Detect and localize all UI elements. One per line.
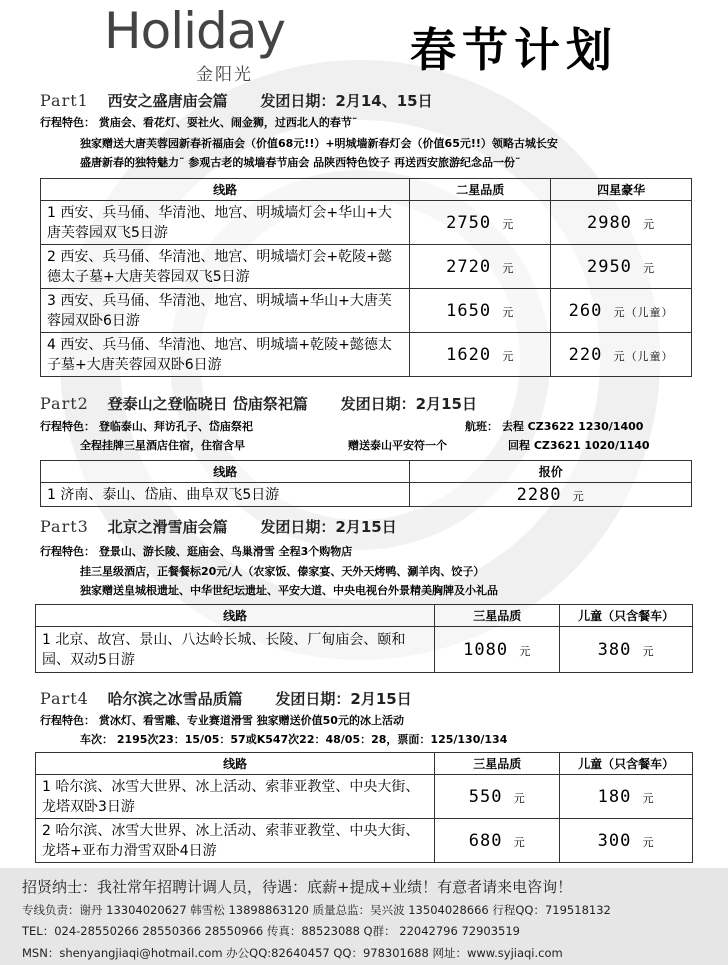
flight-line: 回程 CZ3621 1020/1140 (508, 439, 650, 452)
logo (104, 2, 344, 88)
part4-table (35, 752, 693, 863)
price-cell: 1620 元 (410, 333, 551, 377)
part-label: Part2 (40, 394, 89, 413)
feature-line: 挂三星级酒店，正餐餐标20元/人（农家饭、傣家宴、天外天烤鸭、涮羊肉、饺子） (80, 565, 485, 578)
table-row (41, 483, 692, 507)
part3-table (35, 604, 693, 673)
part3-heading (40, 516, 397, 537)
col-header: 线路 (41, 179, 410, 201)
route-cell: 2 哈尔滨、冰雪大世界、冰上活动、索菲亚教堂、中央大街、龙塔+亚布力滑雪双卧4日游 (36, 819, 435, 863)
price-cell: 220 元（儿童） (551, 333, 692, 377)
price-cell: 2750 元 (410, 201, 551, 245)
table-row (36, 819, 693, 863)
phone-line: TEL：024-28550266 28550366 28550966 传真：88523088 Q群： 22042796 72903519 (22, 924, 520, 938)
footer (0, 868, 728, 965)
col-header: 儿童（只含餐车） (560, 753, 693, 775)
part-title: 登泰山之登临晓日 岱庙祭祀篇 (107, 395, 308, 413)
price-cell: 2950 元 (551, 245, 692, 289)
part1-heading (40, 90, 433, 111)
price-cell: 2280 元 (410, 483, 692, 507)
web-line: MSN：shenyangjiaqi@hotmail.com 办公QQ:82640457 QQ：978301688 网址：www.syjiaqi.com (22, 946, 563, 960)
price-cell: 380 元 (560, 627, 693, 673)
page-title: 春节计划 (410, 23, 618, 77)
price-cell: 680 元 (435, 819, 560, 863)
feature-line: 行程特色： 登临泰山、拜访孔子、岱庙祭祀 (40, 420, 253, 433)
price-cell: 2720 元 (410, 245, 551, 289)
feature-line: 独家赠送皇城根遗址、中华世纪坛遗址、平安大道、中央电视台外景精美胸牌及小礼品 (80, 584, 498, 597)
part-title: 北京之滑雪庙会篇 (107, 518, 228, 536)
flight-line: 航班： 去程 CZ3622 1230/1400 (465, 420, 644, 433)
part-label: Part1 (40, 91, 89, 110)
part-label: Part3 (40, 517, 89, 536)
table-row (41, 333, 692, 377)
col-header: 线路 (41, 461, 410, 483)
feature-line: 盛唐新春的独特魅力˜ 参观古老的城墙春节庙会 品陕西特色饺子 再送西安旅游纪念品一份˜ (80, 156, 521, 169)
route-cell: 1 济南、泰山、岱庙、曲阜双飞5日游 (41, 483, 410, 507)
table-row (36, 775, 693, 819)
table-row (41, 201, 692, 245)
price-cell: 550 元 (435, 775, 560, 819)
col-header: 报价 (410, 461, 692, 483)
col-header: 三星品质 (435, 753, 560, 775)
part1-table (40, 178, 692, 377)
part2-table (40, 460, 692, 507)
price-cell: 1080 元 (435, 627, 560, 673)
feature-line: 行程特色： 登景山、游长陵、逛庙会、鸟巢滑雪 全程3个购物店 (40, 545, 353, 558)
part4-heading (40, 688, 412, 709)
contact-line: 专线负责：谢丹 13304020627 韩雪松 13898863120 质量总监：吴兴波 13504028666 行程QQ：719518132 (22, 903, 611, 917)
route-cell: 1 北京、故宫、景山、八达岭长城、长陵、厂甸庙会、颐和园、双动5日游 (36, 627, 435, 673)
part-title: 西安之盛唐庙会篇 (107, 92, 228, 110)
logo-subtitle: 金阳光 (196, 65, 253, 85)
col-header: 三星品质 (435, 605, 560, 627)
part-date: 发团日期：2月14、15日 (260, 92, 433, 110)
col-header: 儿童（只含餐车） (560, 605, 693, 627)
price-cell: 2980 元 (551, 201, 692, 245)
table-row (36, 627, 693, 673)
recruit-text: 招贤纳士：我社常年招聘计调人员，待遇：底薪+提成+业绩！有意者请来电咨询！ (22, 878, 573, 896)
col-header: 线路 (36, 753, 435, 775)
price-cell: 180 元 (560, 775, 693, 819)
part-date: 发团日期：2月15日 (275, 690, 412, 708)
feature-line: 车次： 2195次23：15/05：57或K547次22：48/05：28，票面：125/130/134 (80, 733, 508, 746)
logo-name: Holiday (104, 2, 285, 60)
part-label: Part4 (40, 689, 89, 708)
price-cell: 300 元 (560, 819, 693, 863)
price-cell: 260 元（儿童） (551, 289, 692, 333)
route-cell: 1 哈尔滨、冰雪大世界、冰上活动、索菲亚教堂、中央大街、龙塔双卧3日游 (36, 775, 435, 819)
part2-heading (40, 393, 477, 414)
route-cell: 4 西安、兵马俑、华清池、地宫、明城墙+乾陵+懿德太子墓+大唐芙蓉园双卧6日游 (41, 333, 410, 377)
col-header: 线路 (36, 605, 435, 627)
table-row (41, 289, 692, 333)
feature-line: 全程挂牌三星酒店住宿，住宿含早 (80, 439, 245, 452)
table-row (41, 245, 692, 289)
feature-line: 独家赠送大唐芙蓉园新春祈福庙会（价值68元!!）+明城墙新春灯会（价值65元!!）领略古城长安 (80, 137, 558, 150)
feature-line: 赠送泰山平安符一个 (348, 439, 447, 452)
price-cell: 1650 元 (410, 289, 551, 333)
part-date: 发团日期：2月15日 (260, 518, 397, 536)
feature-line: 行程特色： 赏冰灯、看雪雕、专业赛道滑雪 独家赠送价值50元的冰上活动 (40, 714, 404, 727)
route-cell: 3 西安、兵马俑、华清池、地宫、明城墙+华山+大唐芙蓉园双卧6日游 (41, 289, 410, 333)
part-title: 哈尔滨之冰雪品质篇 (107, 690, 243, 708)
col-header: 四星豪华 (551, 179, 692, 201)
col-header: 二星品质 (410, 179, 551, 201)
feature-line: 行程特色： 赏庙会、看花灯、耍社火、闹金狮，过西北人的春节˜ (40, 116, 358, 129)
route-cell: 2 西安、兵马俑、华清池、地宫、明城墙灯会+乾陵+懿德太子墓+大唐芙蓉园双飞5日游 (41, 245, 410, 289)
route-cell: 1 西安、兵马俑、华清池、地宫、明城墙灯会+华山+大唐芙蓉园双飞5日游 (41, 201, 410, 245)
part-date: 发团日期：2月15日 (340, 395, 477, 413)
